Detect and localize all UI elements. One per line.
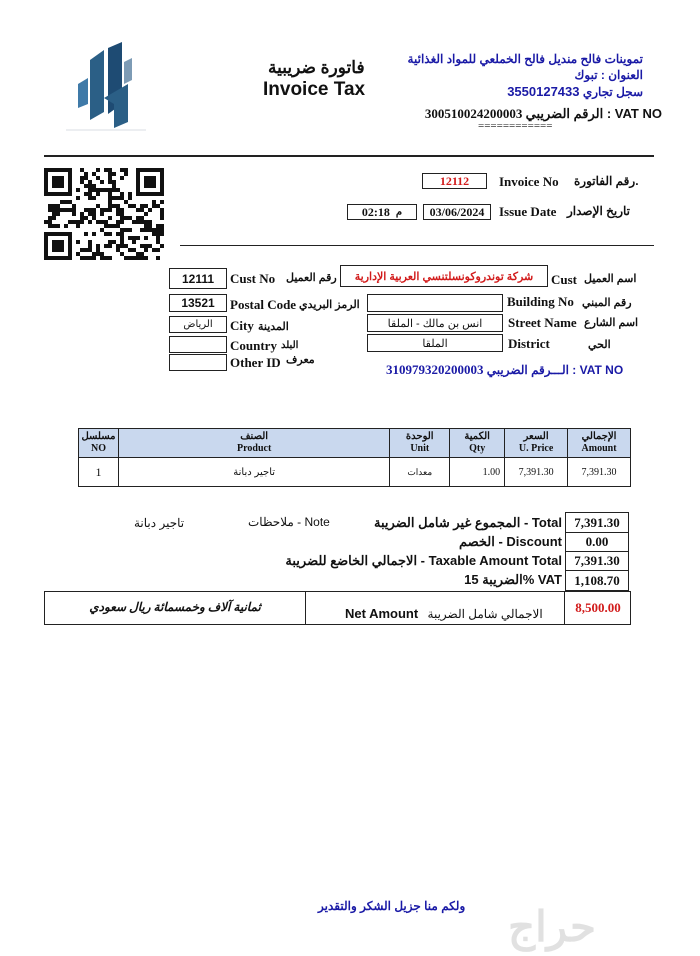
cell-qty: 1.00 — [450, 458, 505, 487]
vat-label: الضريبة 15% VAT — [464, 572, 562, 587]
country-label: Country — [230, 338, 277, 353]
invoice-no-label-ar: رقم الفاتورة. — [574, 174, 639, 188]
cust-no-label: Cust No — [230, 271, 276, 286]
issue-date-label: Issue Date — [499, 204, 557, 219]
net-amount-row — [44, 591, 631, 625]
cust-vat-value: 310979320200003 — [386, 362, 484, 377]
qr-code — [44, 168, 164, 260]
taxable-value: 7,391.30 — [565, 551, 629, 571]
seller-vat-underline: ============ — [478, 120, 553, 132]
cust-name-value: شركة توندروكونسلتنسي العربية الإدارية — [340, 265, 548, 287]
cell-no: 1 — [79, 458, 119, 487]
col-header-price: السعر U. Price — [505, 429, 568, 458]
district-label-ar: الحي — [588, 339, 611, 351]
cust-vat-label: الـــرقم الضريبي : VAT NO — [486, 363, 624, 377]
street-label-ar: اسم الشارع — [584, 317, 639, 329]
other-id-label: Other ID — [230, 355, 281, 370]
other-id-label-ar: معرف — [286, 354, 315, 366]
net-amount-label — [345, 606, 543, 621]
postal-label-ar: الرمز البريدي — [299, 299, 360, 311]
col-header-product: الصنف Product — [118, 429, 389, 458]
watermark: حراج — [508, 903, 596, 950]
city-label: City — [230, 318, 254, 333]
top-divider — [44, 155, 654, 157]
total-value: 7,391.30 — [565, 512, 629, 533]
cell-price: 7,391.30 — [505, 458, 568, 487]
district-label: District — [508, 336, 550, 351]
seller-cr — [507, 84, 643, 99]
building-label: Building No — [507, 294, 574, 309]
postal-label: Postal Code — [230, 297, 297, 312]
cell-product: تاجير دبانة — [118, 458, 389, 487]
discount-label: الخصم - Discount — [458, 534, 562, 549]
seller-vat-label: الرقم الضريبي : VAT NO — [525, 106, 662, 121]
seller-vat-value: 300510024200003 — [424, 106, 523, 121]
mid-divider — [180, 245, 654, 246]
issue-date-label-ar: تاريخ الإصدار — [567, 204, 631, 218]
street-value: انس بن مالك - الملقا — [367, 314, 503, 332]
company-logo — [64, 40, 148, 134]
col-header-unit: الوحدة Unit — [390, 429, 450, 458]
country-label-ar: البلد — [281, 340, 299, 351]
title-arabic: فاتورة ضريبية — [268, 58, 365, 77]
seller-address: العنوان : تبوك — [574, 68, 643, 82]
cust-no-value: 12111 — [169, 268, 227, 289]
seller-name: تموينات فالح منديل فالح الخملعي للمواد الغذائية — [407, 52, 643, 66]
vat-value: 1,108.70 — [565, 570, 629, 591]
other-id-value — [169, 354, 227, 371]
seller-cr-value: 3550127433 — [507, 84, 580, 99]
net-amount-value: 8,500.00 — [575, 600, 621, 615]
cust-vat — [386, 362, 623, 378]
net-divider-left — [305, 592, 306, 624]
street-label: Street Name — [508, 315, 577, 330]
table-row — [79, 458, 631, 487]
items-header-row — [79, 429, 631, 458]
total-label: المجموع غير شامل الضريبة - Total — [373, 515, 562, 530]
amount-in-words: ثمانية آلاف وخمسمائة ريال سعودي — [89, 600, 261, 614]
discount-value: 0.00 — [565, 532, 629, 552]
invoice-no-value: 12112 — [422, 173, 487, 189]
building-value — [367, 294, 503, 312]
district-value: الملقا — [367, 334, 503, 352]
col-header-no: مسلسل NO — [79, 429, 119, 458]
seller-cr-label: سجل تجاري — [582, 85, 643, 99]
taxable-label: الاجمالي الخاضع للضريبة - Taxable Amount Total — [285, 553, 562, 568]
cell-unit: معدات — [390, 458, 450, 487]
col-header-qty: الكمية Qty — [450, 429, 505, 458]
country-value — [169, 336, 227, 353]
cust-name-label: Cust — [551, 272, 578, 287]
note-label: ملاحظات - Note — [248, 515, 330, 529]
net-amount-label-en: Net Amount — [345, 606, 419, 621]
title-english: Invoice Tax — [263, 79, 366, 100]
issue-date-value: 03/06/2024 — [423, 204, 491, 220]
invoice-no-label: Invoice No — [499, 174, 559, 189]
thanks-message: ولكم منا جزيل الشكر والتقدير — [318, 899, 466, 913]
building-label-ar: رقم المبني — [582, 297, 632, 309]
cell-amount: 7,391.30 — [568, 458, 631, 487]
issue-time — [347, 204, 417, 220]
net-amount-label-ar: الاجمالي شامل الضريبة — [427, 607, 543, 621]
cust-name-label-ar: اسم العميل — [584, 273, 637, 285]
city-value: الرياض — [169, 316, 227, 333]
issue-time-value: 02:18 — [361, 204, 390, 219]
note-value: تاجير دبانة — [134, 516, 185, 530]
items-table — [78, 428, 631, 487]
col-header-amount: الإجمالي Amount — [568, 429, 631, 458]
issue-time-suffix: م — [395, 206, 403, 218]
cust-no-label-ar: رقم العميل — [286, 272, 337, 284]
postal-value: 13521 — [169, 294, 227, 312]
city-label-ar: المدينة — [258, 321, 289, 333]
